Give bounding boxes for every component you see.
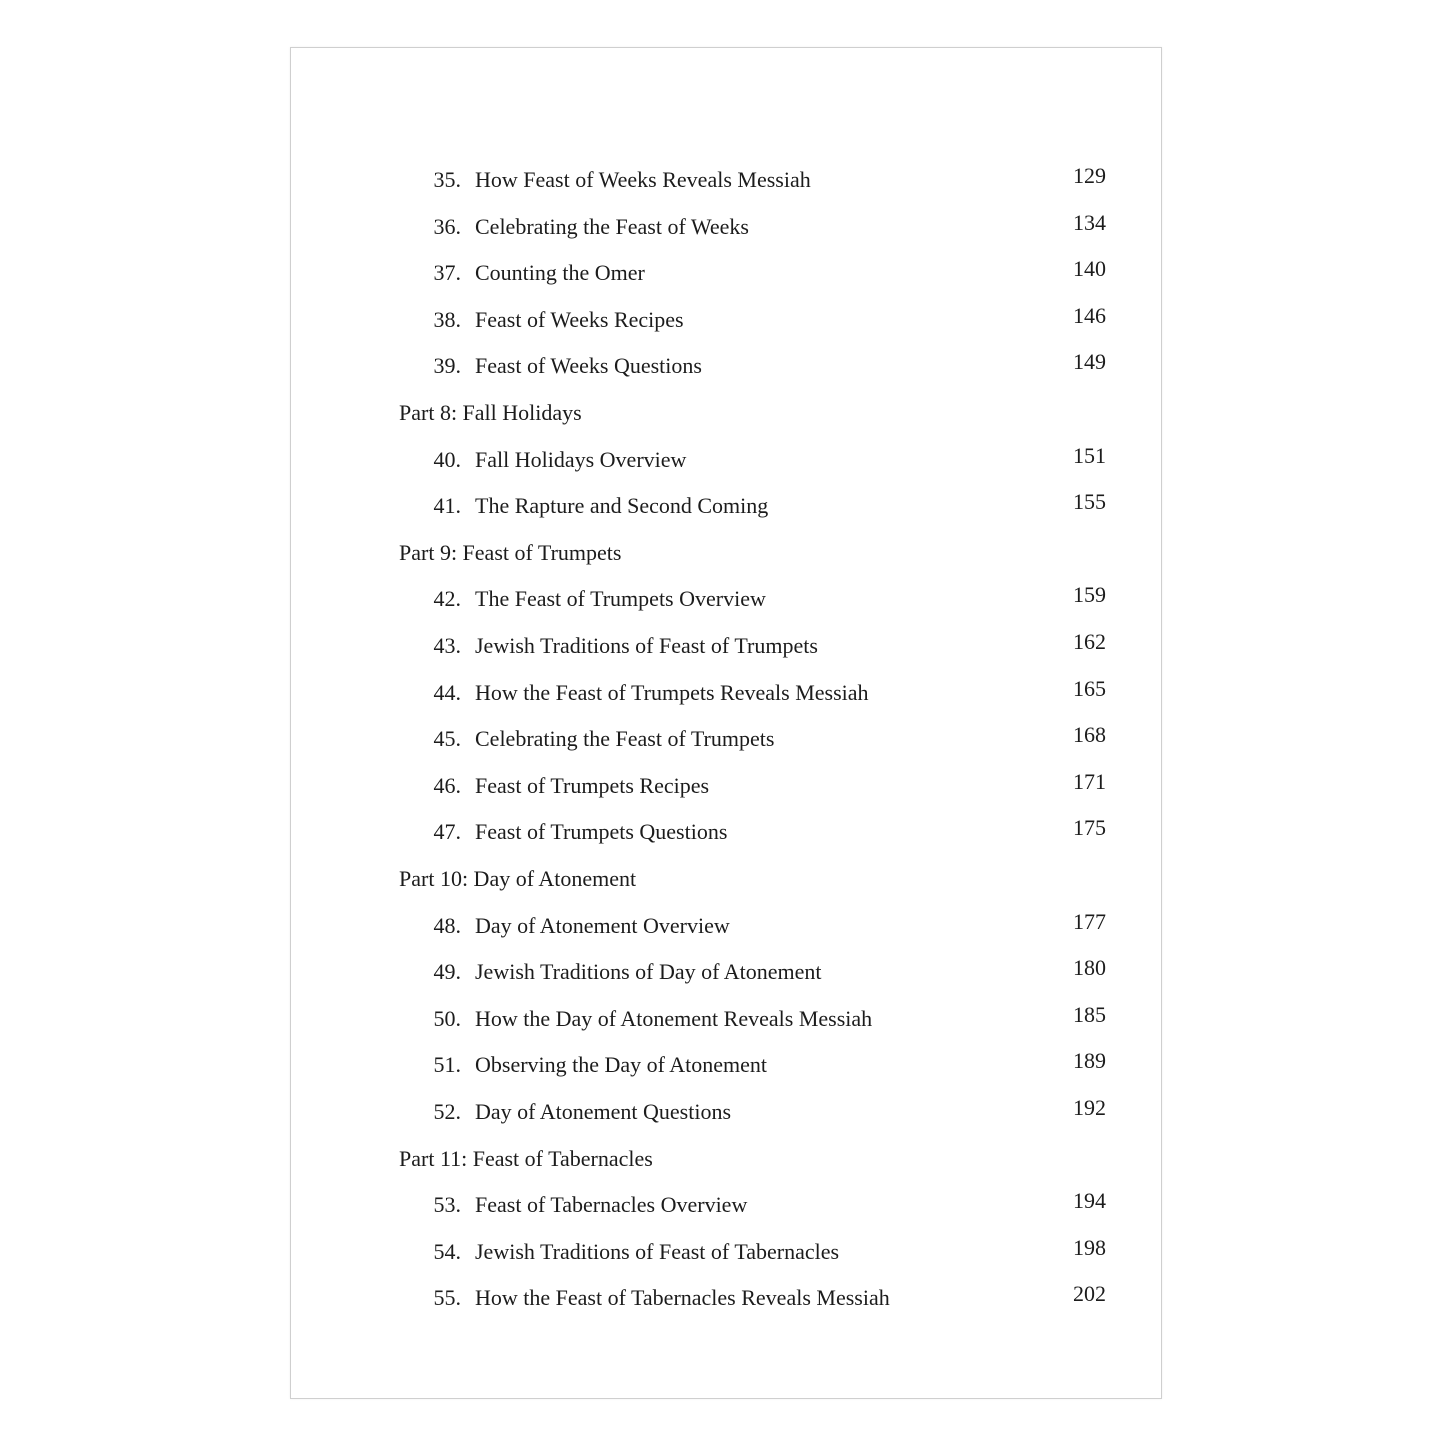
page-number: 185 [1073, 1002, 1106, 1027]
page-number: 159 [1073, 582, 1106, 607]
chapter-number: 39. [433, 353, 461, 378]
page-number: 177 [1073, 909, 1106, 934]
chapter-number: 50. [433, 1006, 461, 1031]
chapter-title: How the Day of Atonement Reveals Messiah [475, 1006, 873, 1031]
toc-chapter-row [291, 160, 1161, 200]
chapter-number: 54. [433, 1239, 461, 1264]
page-number: 129 [1073, 163, 1106, 188]
table-of-contents [291, 48, 1161, 1398]
chapter-title: Feast of Tabernacles Overview [475, 1192, 748, 1217]
chapter-number: 42. [433, 586, 461, 611]
toc-chapter-row [291, 579, 1161, 619]
chapter-title: The Rapture and Second Coming [475, 493, 769, 518]
chapter-number: 53. [433, 1192, 461, 1217]
chapter-title: Jewish Traditions of Feast of Trumpets [475, 633, 818, 658]
toc-chapter-row [291, 906, 1161, 946]
chapter-title: Celebrating the Feast of Weeks [475, 214, 749, 239]
chapter-number: 43. [433, 633, 461, 658]
page-number: 134 [1073, 210, 1106, 235]
toc-chapter-row [291, 253, 1161, 293]
chapter-number: 51. [433, 1052, 461, 1077]
chapter-number: 49. [433, 959, 461, 984]
page-number: 155 [1073, 489, 1106, 514]
toc-chapter-row [291, 300, 1161, 340]
toc-chapter-row [291, 1185, 1161, 1225]
toc-chapter-row [291, 1092, 1161, 1132]
page-number: 202 [1073, 1281, 1106, 1306]
chapter-title: Observing the Day of Atonement [475, 1052, 768, 1077]
page-number: 171 [1073, 769, 1106, 794]
chapter-title: How Feast of Weeks Reveals Messiah [475, 167, 811, 192]
toc-chapter-row [291, 673, 1161, 713]
toc-chapter-row [291, 207, 1161, 247]
toc-chapter-row [291, 626, 1161, 666]
page-number: 140 [1073, 256, 1106, 281]
chapter-number: 37. [433, 260, 461, 285]
chapter-number: 48. [433, 913, 461, 938]
page-number: 149 [1073, 349, 1106, 374]
toc-part-heading: Part 10: Day of Atonement [399, 866, 637, 891]
book-page [290, 47, 1162, 1399]
page-number: 194 [1073, 1188, 1106, 1213]
chapter-number: 35. [433, 167, 461, 192]
chapter-title: Celebrating the Feast of Trumpets [475, 726, 775, 751]
toc-chapter-row [291, 766, 1161, 806]
toc-part-heading: Part 11: Feast of Tabernacles [399, 1146, 653, 1171]
page-number: 146 [1073, 303, 1106, 328]
page-number: 189 [1073, 1048, 1106, 1073]
chapter-number: 36. [433, 214, 461, 239]
chapter-title: Jewish Traditions of Feast of Tabernacles [475, 1239, 840, 1264]
toc-chapter-row [291, 812, 1161, 852]
page-number: 168 [1073, 722, 1106, 747]
toc-chapter-row [291, 1045, 1161, 1085]
toc-chapter-row [291, 486, 1161, 526]
chapter-title: Counting the Omer [475, 260, 645, 285]
toc-chapter-row [291, 1278, 1161, 1318]
toc-chapter-row [291, 999, 1161, 1039]
page-number: 198 [1073, 1235, 1106, 1260]
chapter-title: Jewish Traditions of Day of Atonement [475, 959, 822, 984]
chapter-title: Fall Holidays Overview [475, 447, 687, 472]
chapter-number: 44. [433, 680, 461, 705]
chapter-title: Feast of Trumpets Recipes [475, 773, 710, 798]
chapter-number: 47. [433, 819, 461, 844]
chapter-title: Day of Atonement Overview [475, 913, 730, 938]
chapter-title: Feast of Weeks Recipes [475, 307, 684, 332]
toc-chapter-row [291, 719, 1161, 759]
toc-part-heading: Part 8: Fall Holidays [399, 400, 582, 425]
page-number: 151 [1073, 443, 1106, 468]
chapter-title: Feast of Weeks Questions [475, 353, 702, 378]
chapter-number: 45. [433, 726, 461, 751]
toc-chapter-row [291, 1232, 1161, 1272]
page-number: 175 [1073, 815, 1106, 840]
chapter-title: How the Feast of Tabernacles Reveals Messiah [475, 1285, 890, 1310]
chapter-number: 46. [433, 773, 461, 798]
toc-chapter-row [291, 346, 1161, 386]
toc-chapter-row [291, 440, 1161, 480]
toc-part-heading: Part 9: Feast of Trumpets [399, 540, 622, 565]
chapter-number: 52. [433, 1099, 461, 1124]
chapter-title: How the Feast of Trumpets Reveals Messiah [475, 680, 869, 705]
page-number: 165 [1073, 676, 1106, 701]
chapter-number: 41. [433, 493, 461, 518]
chapter-title: The Feast of Trumpets Overview [475, 586, 766, 611]
page-number: 180 [1073, 955, 1106, 980]
chapter-number: 38. [433, 307, 461, 332]
chapter-number: 55. [433, 1285, 461, 1310]
page-number: 162 [1073, 629, 1106, 654]
chapter-number: 40. [433, 447, 461, 472]
chapter-title: Day of Atonement Questions [475, 1099, 732, 1124]
page-number: 192 [1073, 1095, 1106, 1120]
toc-chapter-row [291, 952, 1161, 992]
chapter-title: Feast of Trumpets Questions [475, 819, 728, 844]
